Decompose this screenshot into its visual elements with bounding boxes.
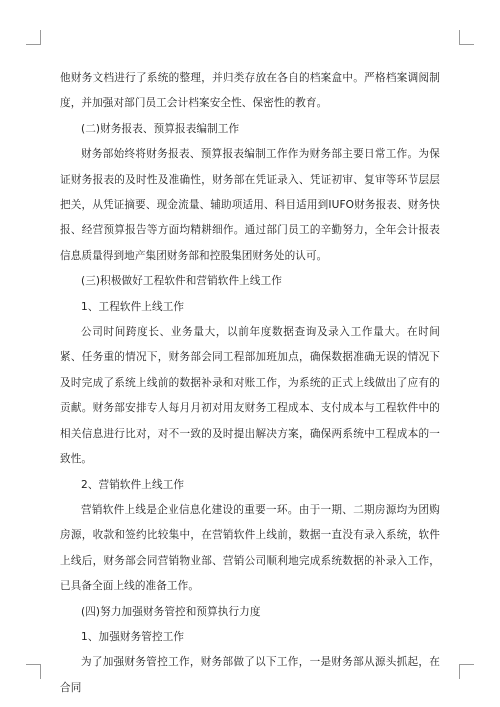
paragraph-continuation: 他财务文档进行了系统的整理，并归类存放在各自的档案盒中。严格档案调阅制度，并加强对部门员工会计档案安全性、保密性的教育。: [60, 72, 440, 110]
section-heading-2: (二)财务报表、预算报表编制工作: [81, 122, 240, 135]
subheading: 1、加强财务管控工作: [81, 630, 185, 643]
paragraph: 公司时间跨度长、业务量大，以前年度数据查询及录入工作量大。在时间紧、任务重的情况下，财务部会同工程部加班加点，确保数据准确无误的情况下及时完成了系统上线前的数据补录和对账工作，为系统的正式上线做出了应有的贡献。财务部安排专人每月月初对用友财务工程成本、支付成本与工程软件中的相关信息进行比对，对不一致的及时提出解决方案，确保两系统中工程成本的一致性。: [60, 326, 440, 466]
crop-mark-top-right: [459, 30, 474, 45]
crop-mark-top-left: [26, 30, 41, 45]
subheading: 2、营销软件上线工作: [81, 478, 185, 491]
paragraph: 营销软件上线是企业信息化建设的重要一环。由于一期、二期房源均为团购房源，收款和签约比较集中，在营销软件上线前，数据一直没有录入系统，软件上线后，财务部会同营销物业部、营销公司顺利地完成系统数据的补录入工作，已具备全面上线的准备工作。: [60, 503, 440, 593]
paragraph: 财务部始终将财务报表、预算报表编制工作作为财务部主要日常工作。为保证财务报表的及时性及准确性，财务部在凭证录入、凭证初审、复审等环节层层把关，从凭证摘要、现金流量、辅助项适用、科目适用到IUFO财务报表、财务快报、经营预算报告等方面均精耕细作。通过部门员工的辛勤努力，全年会计报表信息质量得到地产集团财务部和控股集团财务处的认可。: [60, 148, 440, 262]
crop-mark-bottom-right: [459, 664, 474, 679]
subheading: 1、工程软件上线工作: [81, 300, 185, 313]
section-heading-4: (四)努力加强财务管控和预算执行力度: [81, 605, 261, 618]
paragraph: 为了加强财务管控工作，财务部做了以下工作，一是财务部从源头抓起，在合同: [60, 656, 440, 694]
crop-mark-bottom-left: [26, 664, 41, 679]
document-body: [60, 66, 440, 701]
section-heading-3: (三)积极做好工程软件和营销软件上线工作: [81, 275, 282, 288]
